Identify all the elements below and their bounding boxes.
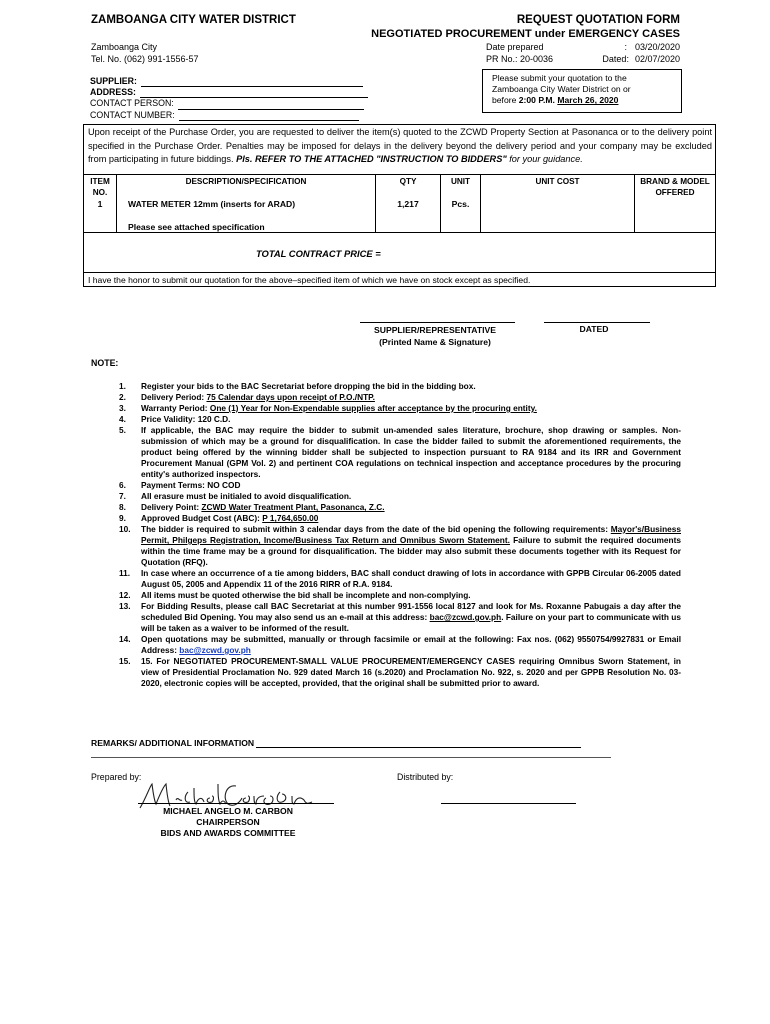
header-qty: QTY (399, 177, 417, 186)
note-underlined-text: 75 Calendar days upon receipt of P.O./NTP. (206, 392, 375, 402)
signer-committee: BIDS AND AWARDS COMMITTEE (160, 828, 296, 838)
supplier-signature-label: SUPPLIER/REPRESENTATIVE (Printed Name & Signature) (374, 325, 496, 347)
note-text: Delivery Period: (141, 392, 207, 402)
notes-heading: NOTE: (91, 358, 119, 368)
note-underlined-text: bac@zcwd.gov.ph (429, 612, 502, 622)
note-number: 7. (119, 491, 126, 501)
note-item (91, 513, 681, 524)
note-underlined-text: P 1,764,650.00 (262, 513, 319, 523)
city-text: Zamboanga City (91, 42, 158, 52)
remarks-row (91, 738, 581, 748)
dated-value: 02/07/2020 (634, 54, 680, 64)
note-item (91, 524, 681, 568)
notice-deadline: March 26, 2020 (557, 95, 619, 105)
form-subtitle: NEGOTIATED PROCUREMENT under EMERGENCY CASES (371, 28, 680, 40)
notice-line-1: Please submit your quotation to the (492, 73, 627, 83)
notice-time: 2:00 P.M. (518, 95, 555, 105)
note-underlined-text: Mayor's/Business Permit, Philgeps Registration, Income/Business Tax Return and Omnibus Sworn Statement. (141, 524, 681, 545)
contact-person-field[interactable] (178, 109, 364, 110)
note-text: If applicable, the BAC may require the bidder to submit un-amended sales literature, brochure, shop drawing or samples. Non-submission of which may be a ground for disqualification. In case the bidder failed to submit the aforementioned requirements, the product being offered by the winning bidder shall be subjected to inspection pursuant to RA 9184 and its IRR and Government Procurement Manual (GPM Vol. 2) and pertinent COA regulations on technical inspection and acceptance procedures by the procuring entity's authorized inspectors. (141, 425, 681, 479)
row-unit: Pcs. (451, 199, 470, 209)
note-item (91, 403, 681, 414)
note-number: 9. (119, 513, 126, 523)
notes-list (91, 381, 681, 689)
signature-date-label: DATED (579, 324, 609, 334)
supplier-label: SUPPLIER: (90, 76, 137, 86)
header-unit: UNIT (450, 177, 471, 186)
note-underlined-text[interactable]: bac@zcwd.gov.ph (179, 645, 251, 655)
note-text: For Bidding Results, please call BAC Secretariat at this number 991-1556 local 8127 and look for Ms. Roxanne Pabugais a day after the scheduled Bid Opening. You may also send us an e-mail at this address: (141, 601, 681, 622)
notice-line-2: Zamboanga City Water District on or (492, 84, 631, 94)
header-item: ITEM NO. (90, 177, 110, 197)
note-number: 3. (119, 403, 126, 413)
note-text: Failure to submit the required documents within the time frame may be a ground for disqualification. The bidder may also submit these documents together with its Request for Quotation (RFQ). (141, 535, 681, 567)
note-text: All items must be quoted otherwise the bid shall be incomplete and non-complying. (141, 590, 471, 600)
note-item (91, 502, 681, 513)
note-number: 8. (119, 502, 126, 512)
note-item (91, 656, 681, 689)
note-text: Delivery Point: (141, 502, 202, 512)
note-text: All erasure must be initialed to avoid disqualification. (141, 491, 352, 501)
header-unit-cost: UNIT COST (535, 177, 580, 186)
submission-notice (482, 69, 682, 113)
note-number: 10. (119, 524, 131, 534)
intro-paragraph (88, 126, 712, 167)
signature-date-line[interactable] (544, 322, 650, 323)
note-number: 1. (119, 381, 126, 391)
items-bottom-rule (84, 232, 715, 233)
note-item (91, 392, 681, 403)
prepared-by-label: Prepared by: (91, 772, 142, 782)
note-number: 12. (119, 590, 131, 600)
row-description: WATER METER 12mm (inserts for ARAD) (128, 199, 296, 209)
remarks-field-line-2[interactable] (91, 757, 611, 758)
org-name: ZAMBOANGA CITY WATER DISTRICT (91, 14, 296, 26)
date-prepared-label: Date prepared (486, 42, 544, 52)
intro-text: Upon receipt of the Purchase Order, you are requested to deliver the item(s) quoted to the ZCWD Property Section at Pasonanca or to the delivery point specified in the Purchase Order. Penalties may be imposed for delays in the delivery beyond the delivery period and your company may be excluded from participating in future biddings. (88, 127, 712, 164)
table-header-rule (84, 174, 715, 175)
note-item (91, 601, 681, 634)
total-contract-price-label: TOTAL CONTRACT PRICE = (256, 248, 381, 259)
notice-prefix: before (492, 95, 519, 105)
note-text: Register your bids to the BAC Secretariat before dropping the bid in the bidding box. (141, 381, 476, 391)
note-item (91, 590, 681, 601)
note-underlined-text: One (1) Year for Non-Expendable supplies after acceptance by the procuring entity. (209, 403, 537, 413)
contact-number-field[interactable] (179, 120, 359, 121)
note-text: 15. For NEGOTIATED PROCUREMENT-SMALL VALUE PROCUREMENT/EMERGENCY CASES requiring Omnibus Sworn Statement, in view of Presidential Proclamation No. 929 dated March 16 (s.2020) and Proclamation No. 922, s. 2020 and per GPPB Resolution No. 03-2020, electronic copies will be accepted, provided, that the original shall be submitted prior to award. (141, 656, 681, 688)
note-number: 2. (119, 392, 126, 402)
contact-person-label: CONTACT PERSON: (90, 98, 174, 109)
date-prepared-sep: : (624, 42, 627, 52)
address-field[interactable] (140, 97, 368, 98)
note-text: Price Validity: 120 C.D. (141, 414, 231, 424)
note-number: 14. (119, 634, 131, 644)
remarks-field[interactable] (256, 747, 581, 748)
signer-title: CHAIRPERSON (196, 817, 260, 827)
note-text: Open quotations may be submitted, manually or through facsimile or email at the following: Fax nos. (062) 9550754/9927831 or Email Address: (141, 634, 681, 655)
note-text: The bidder is required to submit within 3 calendar days from the date of the bid opening the following requirements: (141, 524, 611, 534)
supplier-block (90, 76, 368, 121)
supplier-signature-line[interactable] (360, 322, 515, 323)
note-item (91, 425, 681, 480)
note-text: Warranty Period: (141, 403, 210, 413)
pr-row (486, 54, 680, 64)
note-number: 6. (119, 480, 126, 490)
pr-number: PR No.: 20-0036 (486, 54, 554, 64)
total-bottom-rule (84, 272, 715, 273)
row-item-no: 1 (97, 199, 103, 209)
note-text: Payment Terms: NO COD (141, 480, 241, 490)
dated-label: Dated: (602, 54, 629, 64)
note-number: 11. (119, 568, 131, 578)
notice-line-3 (492, 95, 681, 106)
address-label: ADDRESS: (90, 87, 136, 98)
prepared-by-signature-line (138, 803, 334, 804)
date-prepared-row (486, 42, 680, 52)
note-text: Approved Budget Cost (ABC): (141, 513, 263, 523)
row-brand-cell[interactable] (635, 196, 715, 230)
note-underlined-text: ZCWD Water Treatment Plant, Pasonanca, Z.C. (201, 502, 385, 512)
header-description: DESCRIPTION/SPECIFICATION (185, 177, 307, 186)
note-number: 5. (119, 425, 126, 435)
date-prepared-value: 03/20/2020 (634, 42, 680, 52)
intro-tail: for your guidance. (506, 154, 583, 164)
row-unit-cost-cell[interactable] (481, 196, 634, 230)
note-item (91, 491, 681, 502)
note-number: 4. (119, 414, 126, 424)
note-number: 15. (119, 656, 131, 666)
note-item (91, 414, 681, 425)
header-brand: BRAND & MODEL OFFERED (640, 177, 710, 197)
row-qty: 1,217 (397, 199, 419, 209)
note-text: In case where an occurrence of a tie among bidders, BAC shall conduct drawing of lots in accordance with GPPB Circular 06-2005 dated August 05, 2005 and Appendix 11 of the 2016 RIRR of R.A. 9184. (141, 568, 681, 589)
tel-text: Tel. No. (062) 991-1556-57 (91, 54, 199, 64)
distributed-by-label: Distributed by: (397, 772, 454, 782)
note-item (91, 480, 681, 491)
note-item (91, 634, 681, 656)
total-contract-price-field[interactable] (400, 236, 710, 270)
signer-name: MICHAEL ANGELO M. CARBON (163, 806, 293, 816)
contact-number-label: CONTACT NUMBER: (90, 109, 175, 120)
signer-block (138, 806, 318, 839)
remarks-label: REMARKS/ ADDITIONAL INFORMATION (91, 738, 255, 748)
note-number: 13. (119, 601, 131, 611)
intro-emphasis: Pls. REFER TO THE ATTACHED "INSTRUCTION TO BIDDERS" (236, 154, 507, 164)
honor-statement: I have the honor to submit our quotation for the above–specified item of which we have on stock except as specified. (88, 275, 531, 285)
note-item (91, 568, 681, 590)
note-item (91, 381, 681, 392)
note-text: . Failure on your part to communicate with us will be taken as a waiver to be informed of the result. (141, 612, 681, 633)
distributed-by-signature-line[interactable] (441, 803, 576, 804)
form-title: REQUEST QUOTATION FORM (516, 14, 680, 26)
attached-spec-note: Please see attached specification (128, 222, 265, 232)
supplier-field[interactable] (141, 86, 363, 87)
